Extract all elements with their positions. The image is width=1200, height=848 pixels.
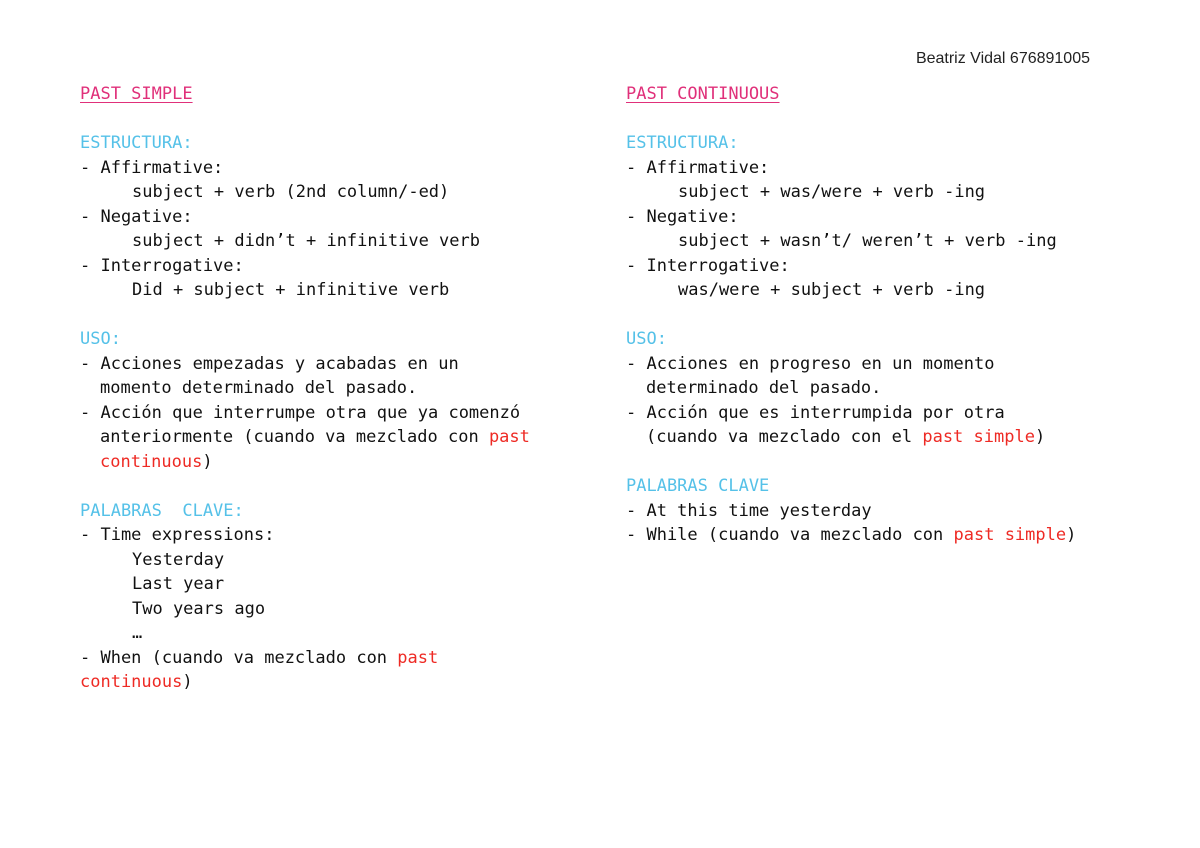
- use-item-2-line-1: - Acción que interrumpe otra que ya comenzó: [80, 402, 521, 423]
- tense-highlight: past: [397, 647, 439, 668]
- use-heading: USO:: [626, 329, 667, 349]
- negative-form: subject + wasn’t/ weren’t + verb -ing: [678, 231, 1057, 251]
- tense-highlight: continuous: [100, 451, 203, 472]
- interrogative-label: - Interrogative:: [80, 255, 244, 276]
- closing-paren: ): [1034, 427, 1046, 447]
- keywords-heading: PALABRAS CLAVE: [626, 476, 770, 496]
- use-item-2-line-2: [626, 425, 1136, 450]
- past-continuous-column: [626, 82, 1136, 548]
- author-header: Beatriz Vidal 676891005: [915, 50, 1090, 67]
- time-expression-item: …: [132, 623, 143, 643]
- time-expression-item: Last year: [132, 574, 225, 594]
- when-text: - When (cuando va mezclado con: [80, 647, 398, 668]
- keywords-heading: PALABRAS CLAVE:: [80, 500, 244, 521]
- keyword-item: - At this time yesterday: [626, 500, 872, 521]
- closing-paren: ): [1066, 525, 1077, 545]
- when-item-line-2: [80, 670, 590, 695]
- interrogative-form: Did + subject + infinitive verb: [132, 280, 450, 300]
- past-simple-title: PAST SIMPLE: [80, 84, 193, 104]
- structure-heading: ESTRUCTURA:: [626, 133, 739, 153]
- past-continuous-title: PAST CONTINUOUS: [626, 84, 780, 104]
- while-text: - While (cuando va mezclado con: [626, 525, 954, 545]
- time-expression-item: Two years ago: [132, 598, 266, 619]
- use-item-2-line-3: [80, 450, 590, 475]
- negative-label: - Negative:: [626, 206, 739, 227]
- use-item-1-line-2: determinado del pasado.: [646, 378, 882, 398]
- interrogative-label: - Interrogative:: [626, 255, 790, 276]
- affirmative-label: - Affirmative:: [80, 157, 224, 178]
- tense-highlight: past simple: [922, 427, 1035, 447]
- negative-label: - Negative:: [80, 206, 193, 227]
- use-item-1-line-2: momento determinado del pasado.: [100, 378, 418, 398]
- closing-paren: ): [202, 451, 213, 472]
- use-item-2-text: anteriormente (cuando va mezclado con: [100, 427, 489, 447]
- interrogative-form: was/were + subject + verb -ing: [678, 280, 986, 300]
- time-expression-item: Yesterday: [132, 549, 225, 570]
- affirmative-label: - Affirmative:: [626, 157, 770, 178]
- use-heading: USO:: [80, 329, 121, 349]
- use-item-1-line-1: - Acciones empezadas y acabadas en un: [80, 353, 459, 374]
- tense-highlight: continuous: [80, 672, 183, 692]
- use-item-1-line-1: - Acciones en progreso en un momento: [626, 353, 995, 374]
- structure-heading: ESTRUCTURA:: [80, 133, 193, 153]
- when-item-line-1: [80, 646, 590, 671]
- negative-form: subject + didn’t + infinitive verb: [132, 231, 480, 251]
- past-simple-column: [80, 82, 590, 695]
- use-item-2-text: (cuando va mezclado con el: [646, 427, 923, 447]
- tense-highlight: past simple: [953, 525, 1067, 545]
- keyword-item: [626, 523, 1136, 548]
- affirmative-form: subject + verb (2nd column/-ed): [132, 182, 450, 202]
- use-item-2-line-1: - Acción que es interrumpida por otra: [626, 402, 1005, 423]
- affirmative-form: subject + was/were + verb -ing: [678, 182, 986, 202]
- time-expressions-label: - Time expressions:: [80, 525, 275, 545]
- closing-paren: ): [182, 672, 193, 692]
- use-item-2-line-2: [80, 425, 590, 450]
- tense-highlight: past: [488, 427, 530, 447]
